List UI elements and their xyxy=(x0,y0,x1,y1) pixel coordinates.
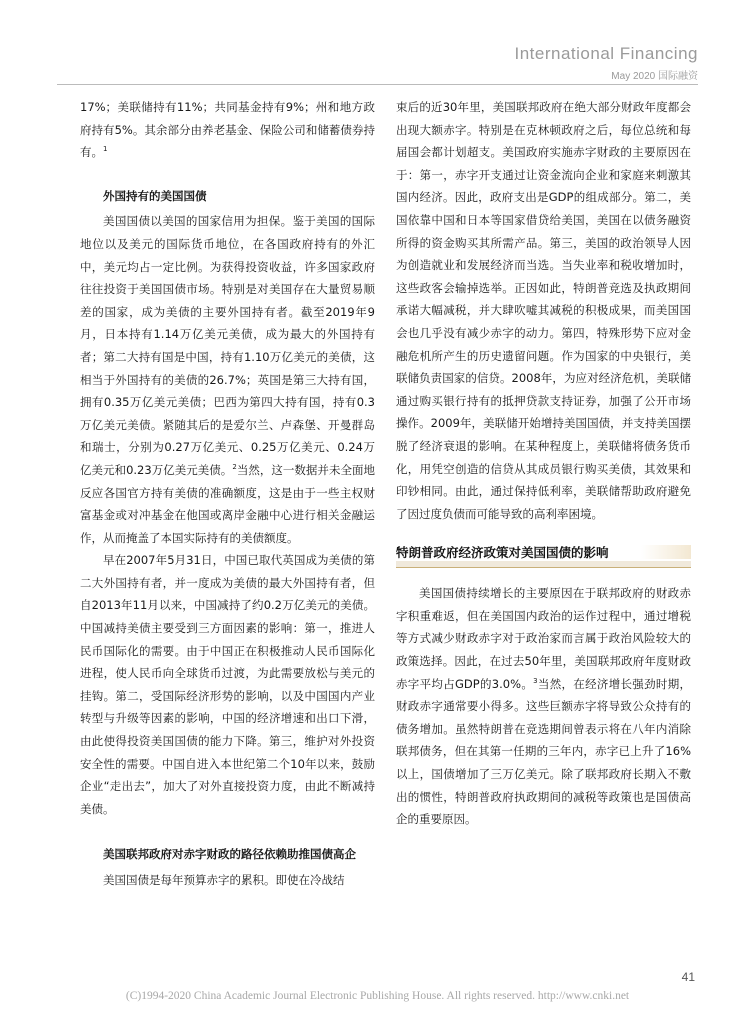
paragraph-deficit-start: 美国国债是每年预算赤字的累积。即使在冷战结 xyxy=(103,873,345,887)
journal-issue: May 2020 国际融资 xyxy=(611,71,698,82)
heading-deficit-dependency: 美国联邦政府对赤字财政的路径依赖助推国债高企 xyxy=(103,847,356,862)
footnote-ref-3: 3 xyxy=(533,676,538,685)
paragraph-foreign-holders-text: 美国国债以美国的国家信用为担保。鉴于美国的国际地位以及美元的国际货币地位，在各国政府持有的外汇中，美元均占一定比例。为获得投资收益，许多国家政府往往投资于美国国债市场。特别是对美国存在大量贸易顺差的国家，成为美债的主要外国持有者。截至2019年9月，日本持有1.14万亿美元美债，成为最大的外国持有者；第二大持有国是中国，持有1.10万亿美元的美债，这相当于外国持有的美债的26.7%；英国是第三大持有国，拥有0.35万亿美元美债；巴西为第四大持有国，持有0.3万亿美元美债。紧随其后的是爱尔兰、卢森堡、开曼群岛和瑞士，分别为0.27万亿美元、0.25万亿美元、0.24万亿美元和0.23万亿美元美债。 xyxy=(80,214,375,477)
header-divider xyxy=(57,84,698,85)
paragraph-trump-policy-text: 美国国债持续增长的主要原因在于联邦政府的财政赤字积重难返，但在美国国内政治的运作过程中，通过增税等方式减少财政赤字对于政治家而言属于政治风险较大的政策选择。因此，在过去50年里，美国联邦政府年度财政赤字平均占GDP的3.0%。 xyxy=(396,586,691,691)
right-column xyxy=(396,96,691,831)
intro-text: 17%；美联储持有11%；共同基金持有9%；州和地方政府持有5%。其余部分由养老基金、保险公司和储蓄债券持有。 xyxy=(80,100,375,160)
footnote-ref-2: 2 xyxy=(232,463,237,472)
intro-paragraph xyxy=(80,96,375,164)
paragraph-china-holdings: 早在2007年5月31日，中国已取代英国成为美债的第二大外国持有者，并一度成为美债的最大外国持有者，但自2013年11月以来，中国减持了约0.2万亿美元的美债。中国减持美债主要受到三方面因素的影响：第一，推进人民币国际化的需要。由于中国正在积极推动人民币国际化进程，使人民币向全球货币过渡，为此需要放松与美元的挂钩。第二，受国际经济形势的影响，以及中国国内产业转型与升级等因素的影响，中国的经济增速和出口下滑，由此使得投资美国国债的能力下降。第三，维护对外投资安全性的需要。中国自进入本世纪第二个10年以来，鼓励企业“走出去”，加大了对外直接投资力度，由此不断减持美债。 xyxy=(80,553,375,816)
copyright-footer: (C)1994-2020 China Academic Journal Electronic Publishing House. All rights reserved. http://www.cnki.net xyxy=(125,990,630,1002)
journal-title: International Financing xyxy=(514,44,698,63)
paragraph-trump-policy-tail: 当然，在经济增长强劲时期，财政赤字通常要小得多。这些巨额赤字将导致公众持有的债务增加。虽然特朗普在竞选期间曾表示将在八年内消除联邦债务，但在其第一任期的三年内，赤字已上升了16%以上，国债增加了三万亿美元。除了联邦政府长期入不敷出的惯性，特朗普政府执政期间的减税等政策也是国债高企的重要原因。 xyxy=(396,676,691,827)
paragraph-foreign-holders xyxy=(80,210,375,549)
heading-foreign-holders: 外国持有的美国国债 xyxy=(103,188,207,203)
footnote-ref-1: 1 xyxy=(103,145,108,154)
section-heading-bar xyxy=(396,537,691,568)
page-number: 41 xyxy=(681,970,695,984)
paragraph-foreign-holders-tail: 当然，这一数据并未全面地反应各国官方持有美债的准确额度，这是由于一些主权财富基金或对冲基金在他国或离岸金融中心进行相关金融运作，从而掩盖了本国实际持有的美债额度。 xyxy=(80,462,376,545)
section-heading-trump-policy: 特朗普政府经济政策对美国国债的影响 xyxy=(396,545,609,561)
paragraph-trump-policy xyxy=(396,582,691,831)
paragraph-deficit-continued: 束后的近30年里，美国联邦政府在绝大部分财政年度都会出现大额赤字。特别是在克林顿政府之后，每位总统和每届国会都计划超支。美国政府实施赤字财政的主要原因在于：第一，赤字开支通过让资金流向企业和家庭来刺激其国内经济。因此，政府支出是GDP的组成部分。第二，美国依靠中国和日本等国家借贷给美国，美国在以债务融资所得的资金购买其所需产品。第三，美国的政治领导人因为创造就业和发展经济而当选。当失业率和税收增加时，这些政客会输掉选举。正因如此，特朗普竞选及执政期间承诺大幅减税，并大肆吹嘘其减税的积极成果，而美国国会也几乎没有减少赤字的动力。第四，特殊形势下应对金融危机所产生的历史遗留问题。作为国家的中央银行，美联储负责国家的信贷。2008年，为应对经济危机，美联储通过购买银行持有的抵押贷款支持证券，加强了公开市场操作。2009年，美联储开始增持美国国债，并支持美国摆脱了经济衰退的影响。在某种程度上，美联储将债务货币化，用凭空创造的信贷从其成员银行购买美债，其效果和印钞相同。由此，通过保持低利率，美联储帮助政府避免了因过度负债而可能导致的高利率困境。 xyxy=(396,100,691,521)
left-column xyxy=(80,96,375,892)
